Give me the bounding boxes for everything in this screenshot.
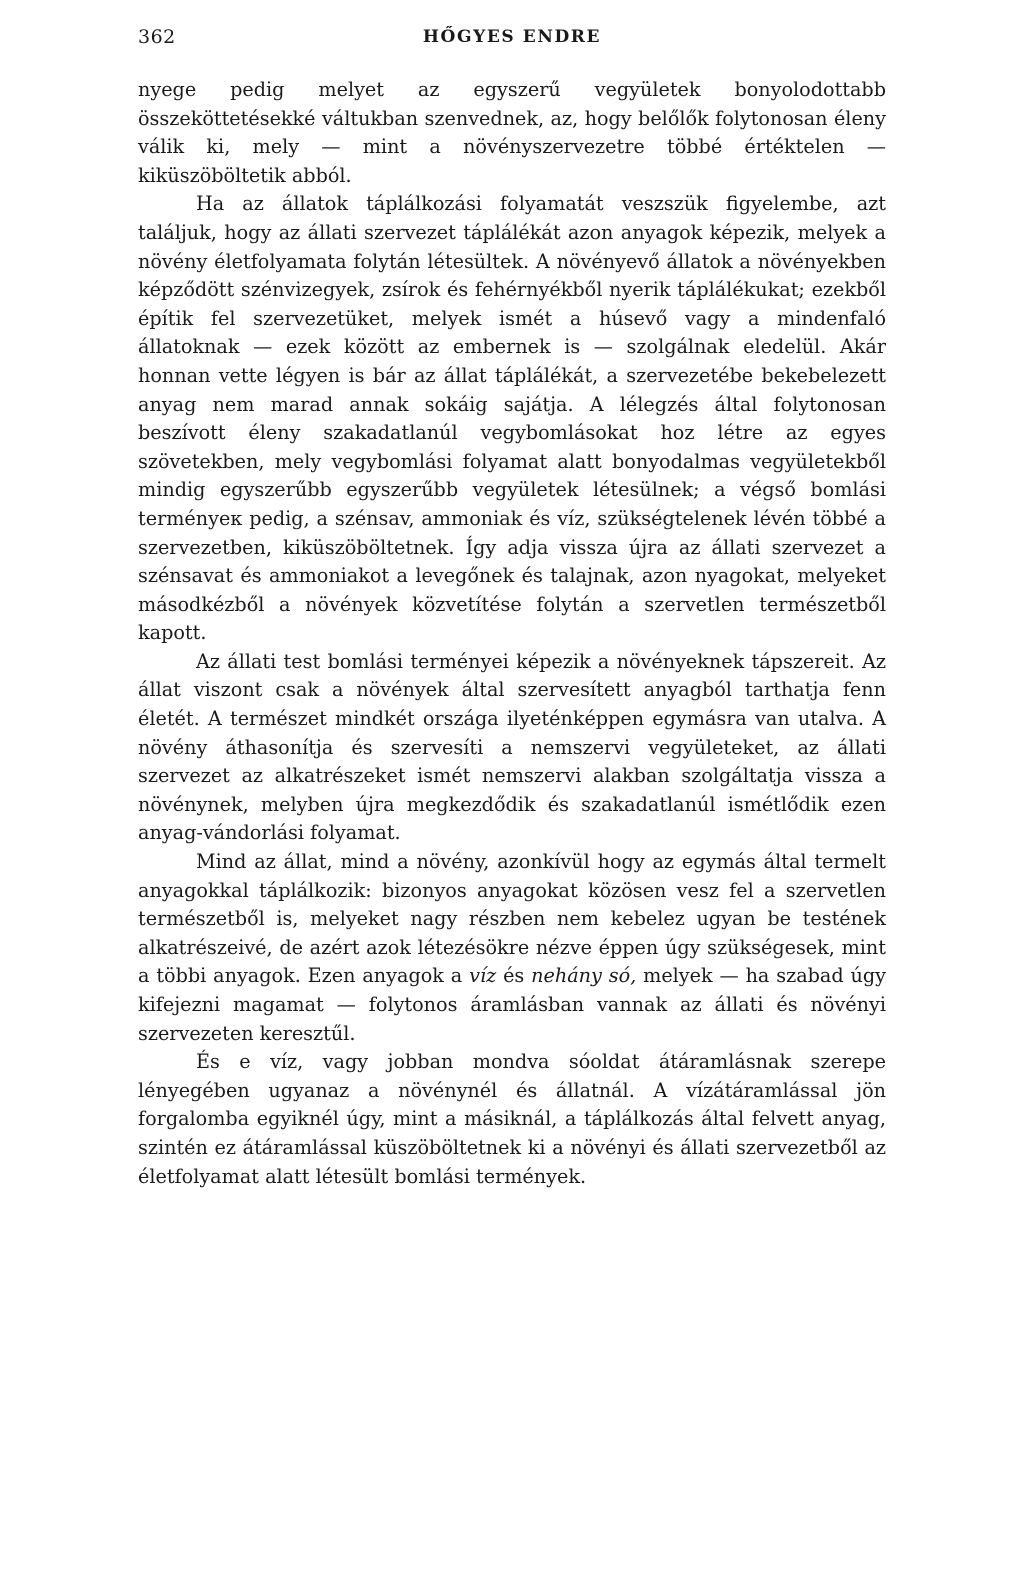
paragraph-4-text-c: melyek — ha szabad úgy kifejezni magamat — folytonos áramlásban vannak az állati és növényi szervezeten keresztűl. <box>138 964 886 1045</box>
paragraph-4-text-a: Mind az állat, mind a növény, azonkívül hogy az egymás által termelt anyagokkal táplálkozik: bizonyos anyagokat közösen vesz fel a szervetlen természetből is, melyeket nagy részben nem kebelez ugyan be testének alkatrészeivé, de azért azok létezésökre nézve éppen úgy szükségesek, mint a többi anyagok. Ezen anyagok a <box>138 850 886 988</box>
running-head <box>138 26 886 56</box>
paragraph-1: nyege pedig melyet az egyszerű vegyületek bonyolodottabb összeköttetésekké váltukban szenvednek, az, hogy belőlők folytonosan éleny válik ki, mely — mint a növényszervezetre többé értéktelen — kiküszöböltetik abból. <box>138 78 886 187</box>
running-title: HŐGYES ENDRE <box>422 27 602 47</box>
paragraph-2: Ha az állatok táplálkozási folyamatát veszszük figyelembe, azt találjuk, hogy az állati szervezet táplálékát azon anyagok képezik, melyek a növény életfolyamata folytán létesültek. A növényevő állatok a növényekben képződött szénvizegyek, zsírok és fehérnyékből nyerik táplálékukat; ezekből építik fel szervezetüket, melyek ismét a húsevő vagy a mindenfaló állatoknak — ezek között az embernek is — szolgálnak eledelül. Akár honnan vette légyen is bár az állat táplálékát, a szervezetébe bekebelezett anyag nem marad annak sokáig sajátja. A lélegzés által folytonosan beszívott éleny szakadatlanúl vegybomlásokat hoz létre az egyes szövetekben, mely vegybomlási folyamat alatt bonyodalmas vegyületekből mindig egyszerűbb egyszerűbb vegyületek létesülnek; a végső bomlási terményeк pedig, a szénsav, ammoniak és víz, szükségtelenek lévén többé a szervezetben, kiküszöböltetnek. Így adja vissza újra az állati szervezet a szénsavat és ammoniakot a levegőnek és talajnak, azon nyagokat, melyeket másodkézből a növények közvetítése folytán a szervetlen természetből kapott. <box>138 192 886 645</box>
italic-term-viz: víz <box>469 964 497 988</box>
paragraph-4 <box>138 848 886 1048</box>
paragraph-3: Az állati test bomlási terményei képezik a növényeknek tápszereit. Az állat viszont csak a növények által szervesített anyagból tarthatja fenn életét. A természet mindkét országa ilyeténképpen egymásra van utalva. A növény áthasonítja és szervesíti a nemszervi vegyületeket, az állati szervezet az alkatrészeket ismét nemszervi alakban szolgáltatja vissza a növénynek, melyben újra megkezdődik és szakadatlanúl ismétlődik ezen anyag-vándorlási folyamat. <box>138 649 886 845</box>
page-number: 362 <box>138 26 176 48</box>
body-text <box>138 76 886 1191</box>
paragraph-4-text-b: és <box>496 964 532 988</box>
italic-term-so: nehány só, <box>531 964 637 988</box>
paragraph-5: És e víz, vagy jobban mondva sóoldat átáramlásnak szerepe lényegében ugyanaz a növénynél és állatnál. A vízátáramlással jön forgalomba egyiknél úgy, mint a másiknál, a táplálkozás által felvett anyag, szintén ez átáramlással küszöböltetnek ki a növényi és állati szervezetből az életfolyamat alatt létesült bomlási termények. <box>138 1050 886 1188</box>
